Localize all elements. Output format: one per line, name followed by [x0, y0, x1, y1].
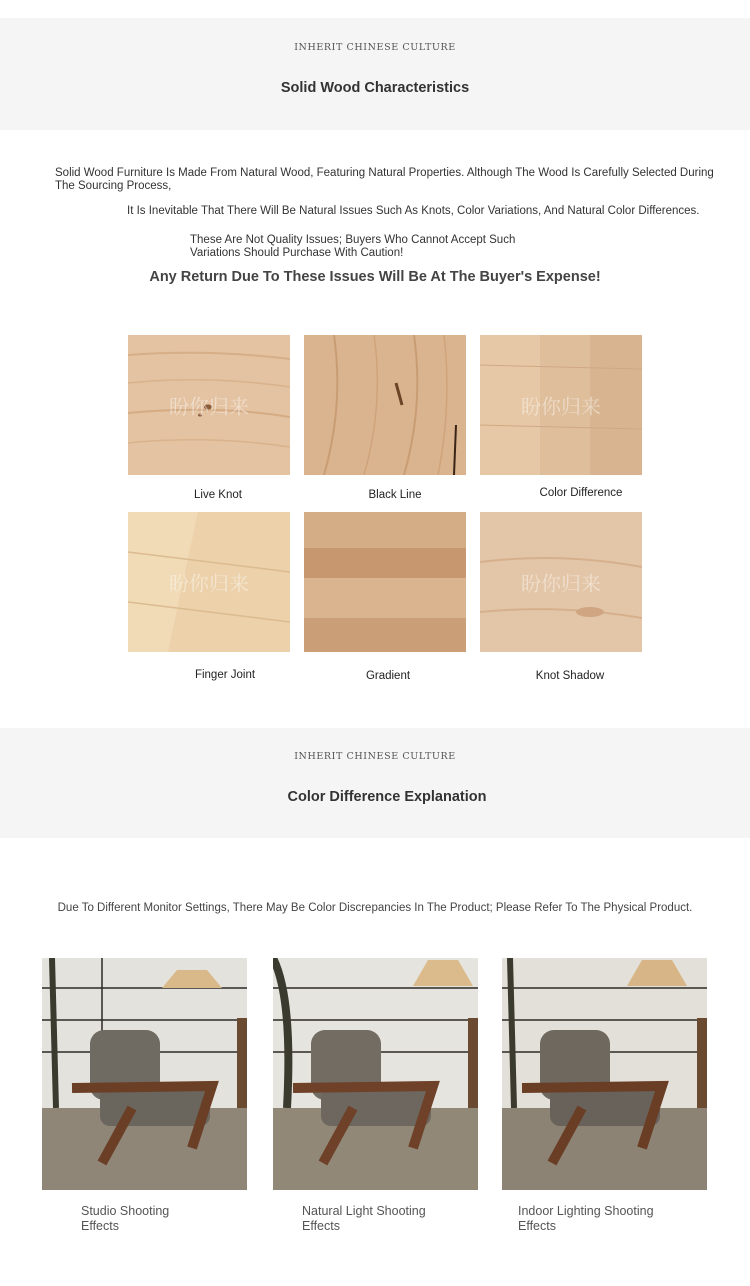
swatch-black-line	[304, 335, 466, 475]
swatch-label: Finger Joint	[194, 669, 256, 681]
swatch-label: Black Line	[368, 489, 422, 501]
swatch-live-knot	[128, 335, 290, 475]
swatch-finger-joint	[128, 512, 290, 652]
swatch-label: Color Difference	[539, 487, 623, 499]
watermark: 盼你归来	[521, 573, 601, 596]
swatch-color-difference	[480, 335, 642, 475]
section-title: Color Difference Explanation	[287, 789, 487, 805]
armchair-image	[273, 958, 478, 1190]
watermark: 盼你归来	[169, 573, 249, 596]
photo-caption-line: Effects	[81, 1219, 119, 1233]
swatch-knot-shadow	[480, 512, 642, 652]
section-kicker: INHERIT CHINESE CULTURE	[294, 42, 456, 53]
section-title: Solid Wood Characteristics	[280, 80, 470, 96]
chair-photo-studio	[42, 958, 247, 1190]
photo-caption	[302, 1204, 452, 1234]
intro-line-3: These Are Not Quality Issues; Buyers Who Cannot Accept Such	[190, 234, 516, 246]
swatch-label: Knot Shadow	[535, 670, 605, 682]
photo-caption-line: Effects	[302, 1219, 340, 1233]
photo-caption-line: Natural Light Shooting	[302, 1204, 426, 1218]
photo-caption	[81, 1204, 231, 1234]
photo-caption-line: Effects	[518, 1219, 556, 1233]
swatch-gradient	[304, 512, 466, 652]
return-warning: Any Return Due To These Issues Will Be At The Buyer's Expense!	[149, 269, 601, 285]
photo-caption-line: Studio Shooting	[81, 1204, 170, 1218]
chair-photo-indoor-lighting	[502, 958, 707, 1190]
swatch-label: Live Knot	[194, 489, 242, 501]
photo-caption	[518, 1204, 668, 1234]
photo-caption-line: Indoor Lighting Shooting	[518, 1204, 654, 1218]
intro-line-1: Solid Wood Furniture Is Made From Natural Wood, Featuring Natural Properties. Although The Wood Is Carefully Selected During The Sourcing Process,	[55, 167, 714, 192]
monitor-note: Due To Different Monitor Settings, There May Be Color Discrepancies In The Product; Please Refer To The Physical Product.	[57, 902, 693, 914]
armchair-image	[42, 958, 247, 1190]
watermark: 盼你归来	[169, 396, 249, 419]
section-kicker: INHERIT CHINESE CULTURE	[294, 751, 456, 762]
armchair-image	[502, 958, 707, 1190]
chair-photo-natural-light	[273, 958, 478, 1190]
intro-line-4: Variations Should Purchase With Caution!	[190, 247, 404, 259]
wood-texture-image	[304, 335, 466, 475]
swatch-label: Gradient	[365, 670, 411, 682]
section-header-wood	[0, 18, 750, 130]
wood-texture-image	[304, 512, 466, 652]
intro-line-2: It Is Inevitable That There Will Be Natural Issues Such As Knots, Color Variations, And Natural Color Differences.	[127, 205, 700, 217]
watermark: 盼你归来	[521, 396, 601, 419]
section-header-color	[0, 728, 750, 838]
